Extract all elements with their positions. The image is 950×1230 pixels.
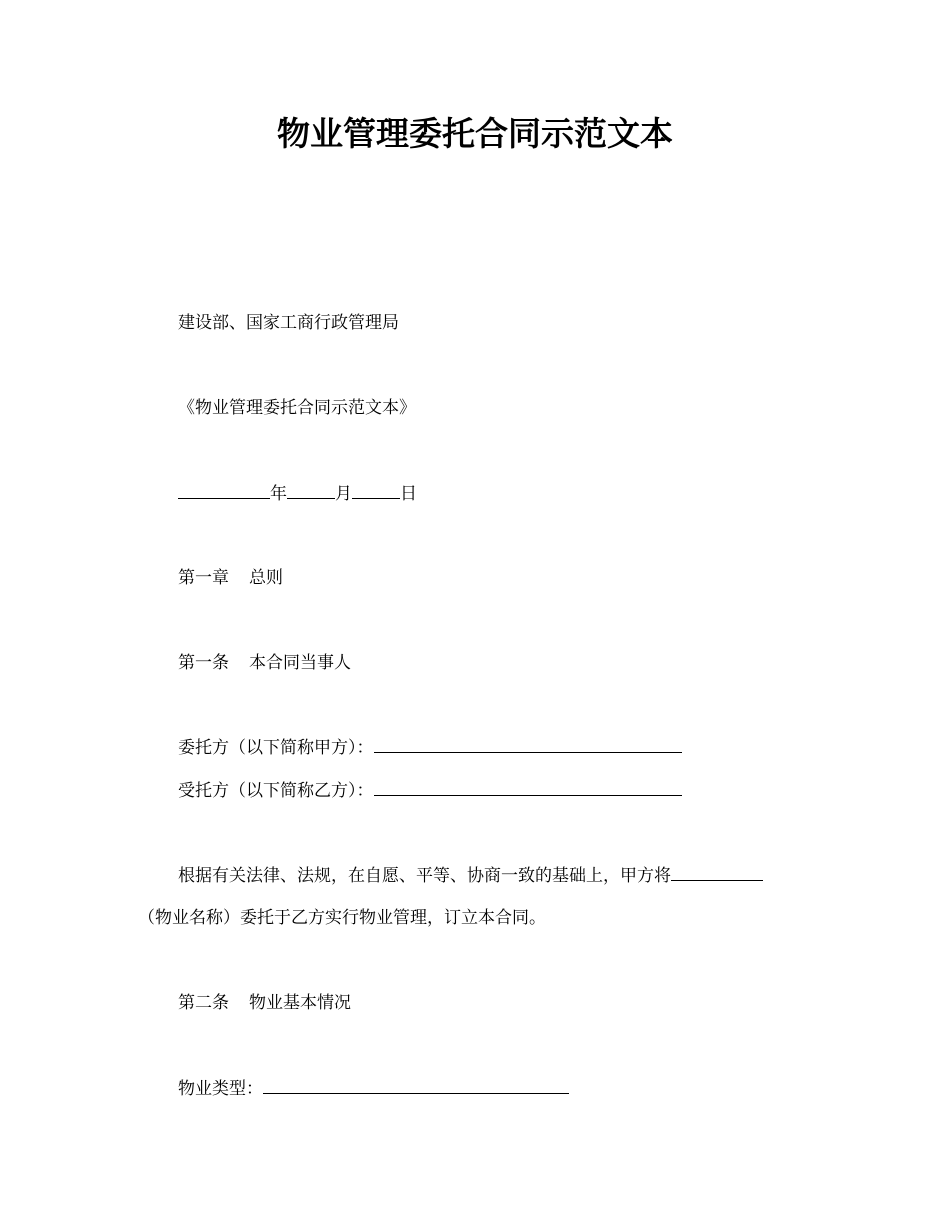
document-name-line: 《物业管理委托合同示范文本》 (178, 398, 416, 418)
year-blank (178, 481, 270, 499)
party-a-line (178, 735, 682, 760)
property-type-line (178, 1076, 569, 1101)
property-type-label: 物业类型： (178, 1079, 263, 1099)
basis-paragraph-line-1 (178, 863, 763, 888)
chapter-1-number: 第一章 (178, 568, 229, 588)
party-a-label: 委托方（以下简称甲方）： (178, 738, 374, 758)
party-b-blank (374, 778, 682, 796)
day-label: 日 (400, 484, 417, 504)
day-blank (352, 481, 400, 499)
party-a-blank (374, 735, 682, 753)
date-line (178, 481, 417, 506)
property-type-blank (263, 1076, 569, 1094)
article-1-number: 第一条 (178, 653, 229, 673)
year-label: 年 (270, 484, 287, 504)
article-2-number: 第二条 (178, 993, 229, 1013)
chapter-1-heading (178, 566, 283, 590)
property-name-blank (671, 863, 763, 881)
article-1-heading (178, 651, 351, 675)
chapter-1-title: 总则 (249, 568, 283, 588)
article-2-heading (178, 991, 351, 1015)
basis-paragraph-line-2: （物业名称）委托于乙方实行物业管理，订立本合同。 (138, 908, 546, 928)
article-1-title: 本合同当事人 (249, 653, 351, 673)
party-b-line (178, 778, 682, 803)
party-b-label: 受托方（以下简称乙方）： (178, 781, 374, 801)
page-title: 物业管理委托合同示范文本 (277, 114, 673, 153)
month-blank (287, 481, 335, 499)
article-2-title: 物业基本情况 (249, 993, 351, 1013)
basis-text-1: 根据有关法律、法规，在自愿、平等、协商一致的基础上，甲方将 (178, 866, 671, 886)
issuer-line: 建设部、国家工商行政管理局 (178, 313, 399, 333)
month-label: 月 (335, 484, 352, 504)
